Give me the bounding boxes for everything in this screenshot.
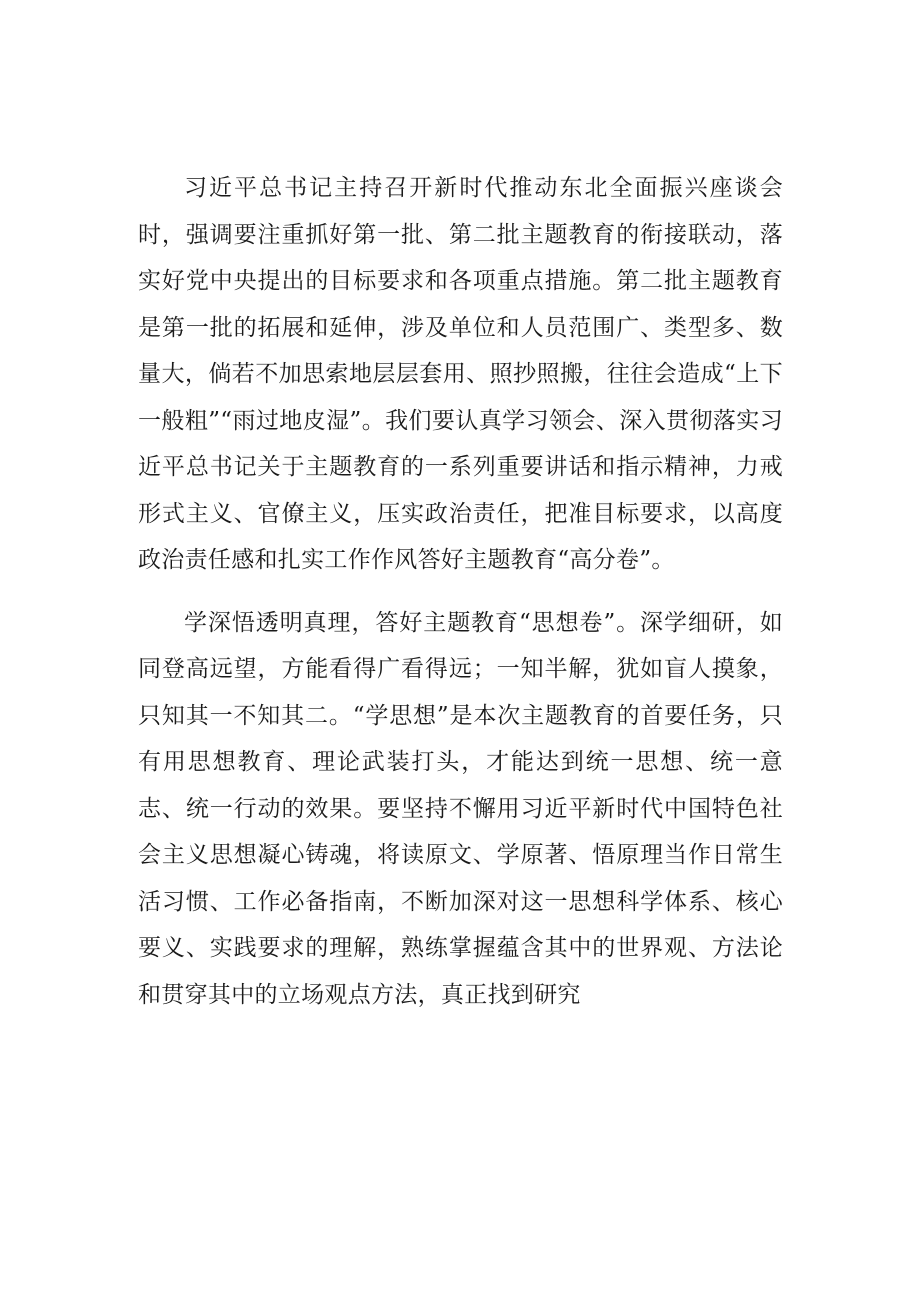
- document-body: [138, 165, 783, 1018]
- paragraph-thought-exam: 学深悟透明真理，答好主题教育“思想卷”。深学细研，如同登高远望，方能看得广看得远；一知半解，犹如盲人摸象，只知其一不知其二。“学思想”是本次主题教育的首要任务，只有用思想教育、理论武装打头，才能达到统一思想、统一意志、统一行动的效果。要坚持不懈用习近平新时代中国特色社会主义思想凝心铸魂，将读原文、学原著、悟原理当作日常生活习惯、工作必备指南，不断加深对这一思想科学体系、核心要义、实践要求的理解，熟练掌握蕴含其中的世界观、方法论和贯穿其中的立场观点方法，真正找到研究: [138, 609, 783, 1008]
- paragraph-intro: 习近平总书记主持召开新时代推动东北全面振兴座谈会时，强调要注重抓好第一批、第二批主题教育的衔接联动，落实好党中央提出的目标要求和各项重点措施。第二批主题教育是第一批的拓展和延伸，涉及单位和人员范围广、类型多、数量大，倘若不加思索地层层套用、照抄照搬，往往会造成“上下一般粗”“雨过地皮湿”。我们要认真学习领会、深入贯彻落实习近平总书记关于主题教育的一系列重要讲话和指示精神，力戒形式主义、官僚主义，压实政治责任，把准目标要求，以高度政治责任感和扎实工作作风答好主题教育“高分卷”。: [138, 175, 783, 573]
